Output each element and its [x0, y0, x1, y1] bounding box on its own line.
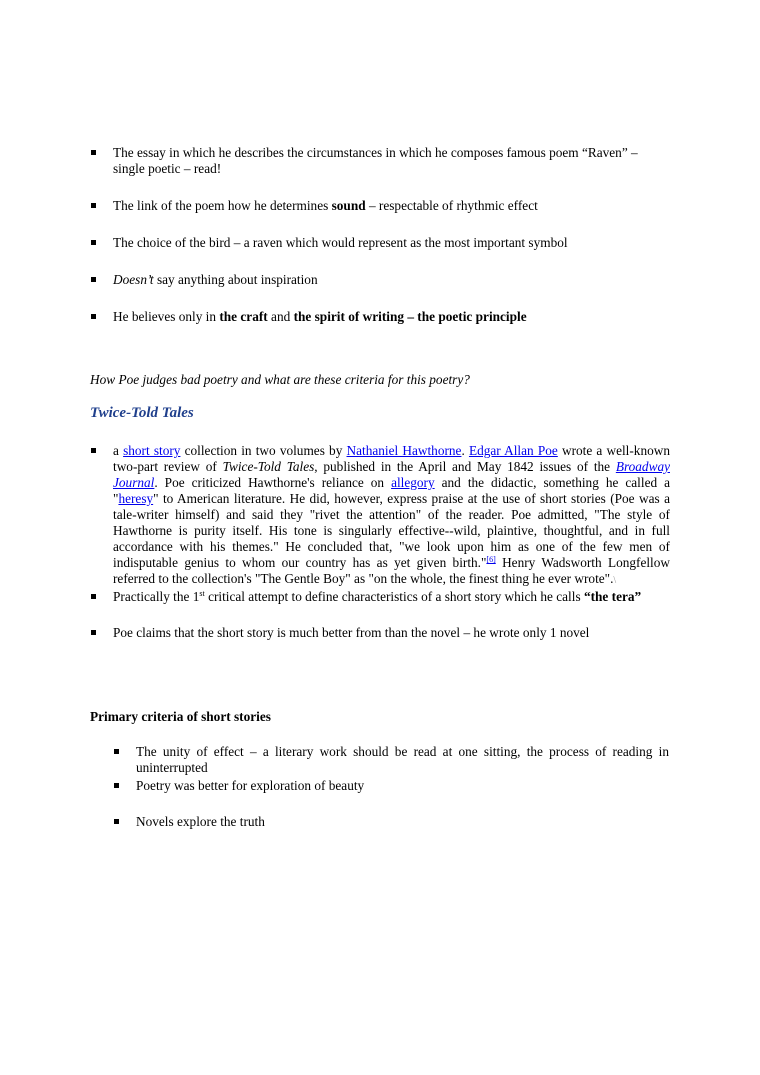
text-run: The link of the poem how he determines: [113, 198, 332, 213]
list-item-text: Poetry was better for exploration of beauty: [136, 778, 365, 793]
list-item: [90, 145, 670, 177]
link-broadway-journal[interactable]: Broadway Journal: [113, 459, 670, 490]
text-run: critical attempt to define characteristics of a short story which he calls: [204, 589, 584, 604]
list-item-text: The choice of the bird – a raven which would represent as the most important symbol: [113, 235, 568, 250]
link-short-story[interactable]: short story: [123, 443, 181, 458]
criteria-list: [113, 744, 669, 830]
criteria-heading: Primary criteria of short stories: [90, 709, 271, 724]
list-item-text: Novels explore the truth: [136, 814, 265, 829]
text-run: Henry Wadsworth Longfellow referred to the collection's "The Gentle Boy" as "on the whole, the finest thing he ever wrote".: [113, 555, 671, 586]
text-run: collection in two volumes by: [180, 443, 347, 458]
text-run: Practically the 1: [113, 589, 200, 604]
list-item: [113, 744, 669, 776]
text-run: and: [267, 309, 294, 324]
footnote-link[interactable]: [6]: [486, 555, 496, 564]
text-run: .: [461, 443, 469, 458]
list-item-text: Poe claims that the short story is much better from than the novel – he wrote only 1 novel: [113, 625, 590, 640]
bold-run: the craft: [219, 309, 268, 324]
list-item: [113, 778, 669, 794]
bold-run: sound: [331, 198, 366, 213]
question-heading: How Poe judges bad poetry and what are these criteria for this poetry?: [90, 372, 470, 387]
trailing-mark: \: [613, 575, 617, 586]
list-item: [90, 443, 670, 589]
text-run: . Poe criticized Hawthorne's reliance on: [154, 475, 392, 490]
list-item: [90, 198, 670, 214]
list-item: [113, 814, 669, 830]
italic-run: Twice-Told Tales: [222, 459, 315, 474]
text-run: , published in the April and May 1842 issues of the: [314, 459, 616, 474]
list-item-text: The essay in which he describes the circumstances in which he composes famous poem “Raven” – single poetic – read!: [113, 145, 638, 176]
text-run: a: [113, 443, 124, 458]
list-item: [90, 235, 670, 251]
superscript: st: [199, 589, 205, 598]
twice-told-list: [90, 443, 670, 641]
list-item: [90, 625, 670, 641]
list-item: [90, 272, 670, 288]
list-item: [90, 589, 670, 605]
section-title-twice-told-tales: Twice-Told Tales: [90, 405, 194, 421]
list-item-text: The unity of effect – a literary work should be read at one sitting, the process of reading in uninterrupted: [136, 744, 669, 775]
italic-run: Doesn’t: [113, 272, 154, 287]
list-item: [90, 309, 670, 325]
text-run: and the didactic, something he called a ": [113, 475, 671, 506]
link-allegory[interactable]: allegory: [391, 475, 435, 490]
text-run: say anything about inspiration: [153, 272, 318, 287]
link-edgar-allan-poe[interactable]: Edgar Allan Poe: [468, 443, 558, 458]
text-run: He believes only in: [113, 309, 220, 324]
text-run: – respectable of rhythmic effect: [365, 198, 538, 213]
raven-essay-list: [90, 145, 670, 325]
link-nathaniel-hawthorne[interactable]: Nathaniel Hawthorne: [346, 443, 462, 458]
link-heresy[interactable]: heresy: [118, 491, 154, 506]
bold-run: “the tera”: [583, 589, 642, 604]
text-run: wrote a well-known two-part review of: [113, 443, 670, 474]
bold-run: the spirit of writing – the poetic principle: [293, 309, 527, 324]
text-run: " to American literature. He did, however, express praise at the use of short stories (Poe was a tale-writer himself) and said they "rivet the attention" of the reader. Poe admitted, "The style of Hawthorne is purity itself. His tone is singularly effective--wild, plaintive, thoughtful, and in full accordance with his themes." He concluded that, "we look upon him as one of the few men of indisputable genius to whom our country has as yet given birth.": [113, 491, 670, 570]
